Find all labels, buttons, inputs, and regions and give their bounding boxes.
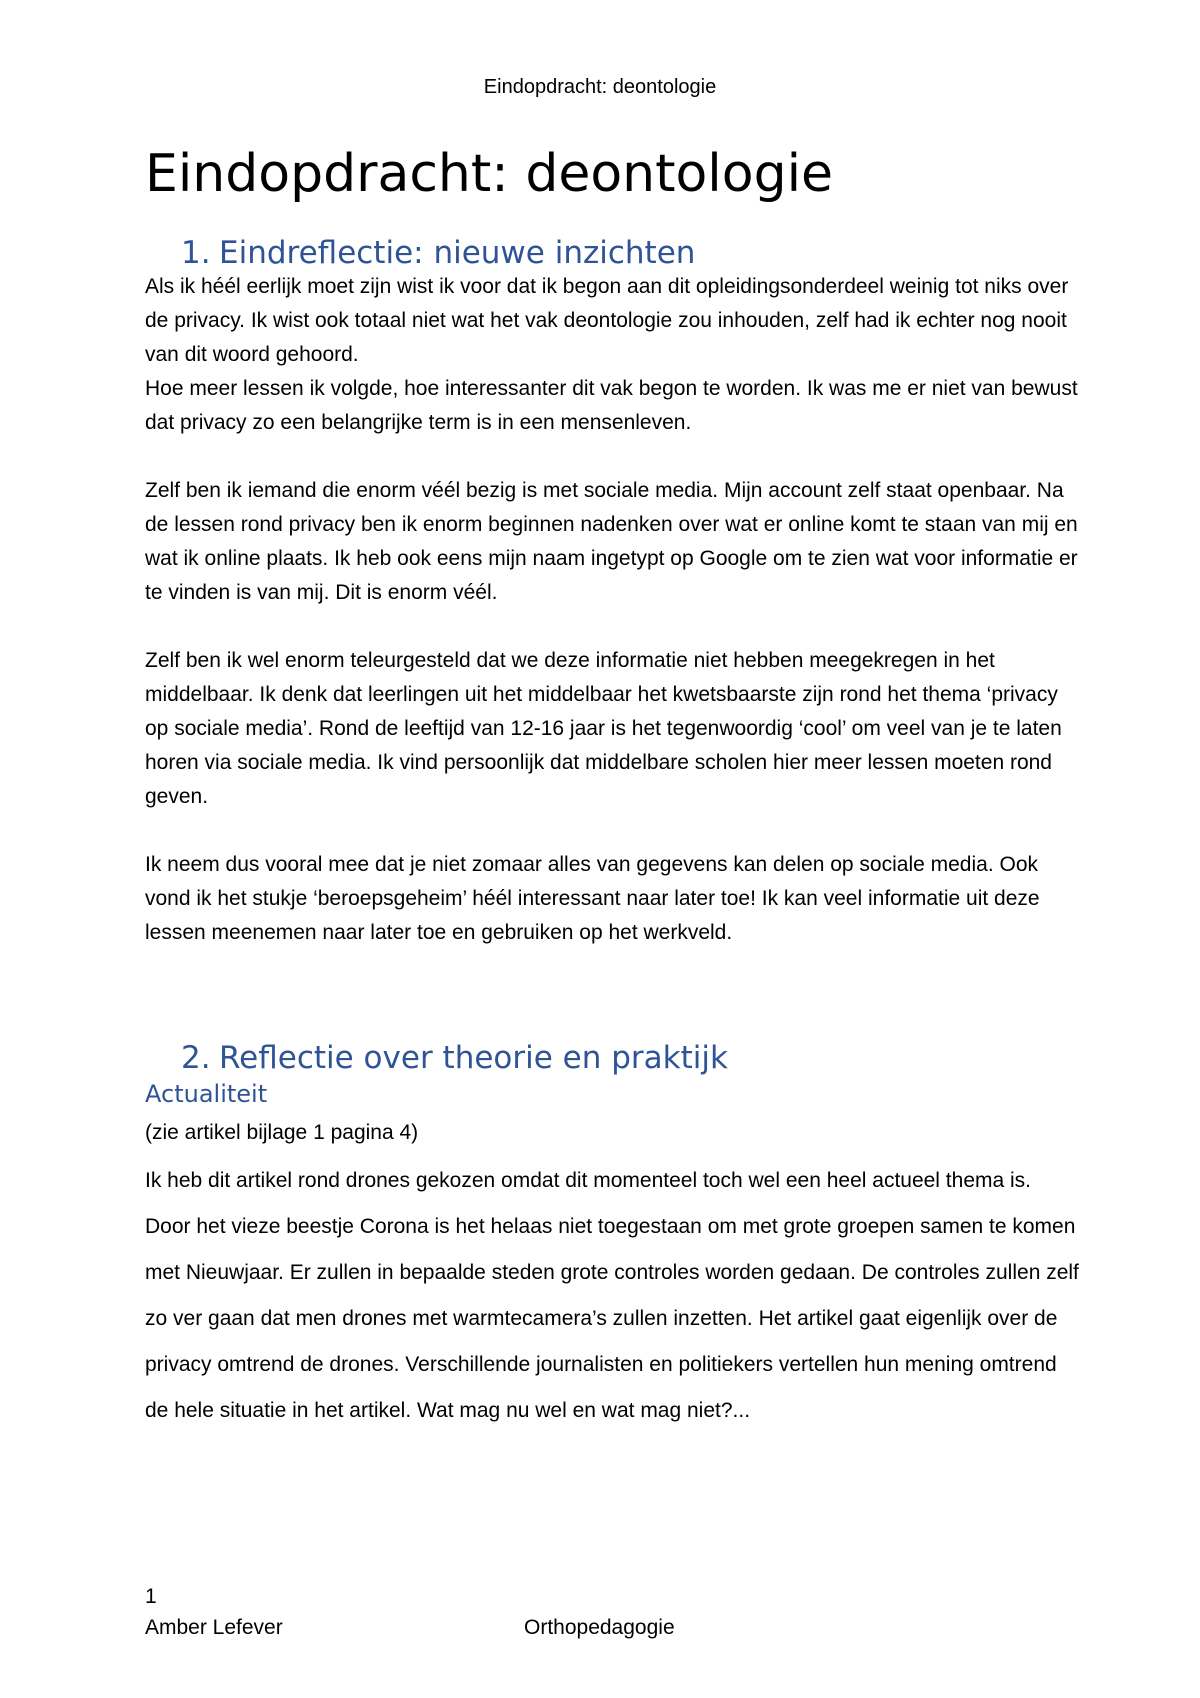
- footer-subject: Orthopedagogie: [524, 1616, 675, 1639]
- section-1-number: 1.: [181, 235, 211, 271]
- attachment-note: (zie artikel bijlage 1 pagina 4): [145, 1121, 419, 1144]
- page-number: 1: [145, 1585, 157, 1608]
- section-1-heading: [181, 233, 695, 273]
- running-header: Eindopdracht: deontologie: [483, 76, 717, 98]
- section-1-title: Eindreflectie: nieuwe inzichten: [219, 235, 696, 271]
- section-2-number: 2.: [181, 1040, 211, 1076]
- section-1-paragraph: Ik neem dus vooral mee dat je niet zomaar alles van gegevens kan delen op sociale media. Ook vond ik het stukje ‘beroepsgeheim’ héél interessant naar later toe! Ik kan veel informatie uit deze lessen meenemen naar later toe en gebruiken op het werkveld.: [145, 853, 1040, 944]
- section-1-paragraph: Zelf ben ik iemand die enorm véél bezig is met sociale media. Mijn account zelf staat openbaar. Na de lessen rond privacy ben ik enorm beginnen nadenken over wat er online komt te staan van mij en wat ik online plaats. Ik heb ook eens mijn naam ingetypt op Google om te zien wat voor informatie er te vinden is van mij. Dit is enorm véél.: [145, 479, 1078, 604]
- footer-author: Amber Lefever: [145, 1616, 283, 1639]
- section-1-body: [145, 270, 1080, 950]
- document-title: Eindopdracht: deontologie: [145, 144, 834, 204]
- subsection-heading: Actualiteit: [145, 1080, 268, 1108]
- section-2-heading: [181, 1038, 728, 1078]
- section-1-paragraph: Zelf ben ik wel enorm teleurgesteld dat we deze informatie niet hebben meegekregen in het middelbaar. Ik denk dat leerlingen uit het middelbaar het kwetsbaarste zijn rond het thema ‘privacy op sociale media’. Rond de leeftijd van 12-16 jaar is het tegenwoordig ‘cool’ om veel van je te laten horen via sociale media. Ik vind persoonlijk dat middelbare scholen hier meer lessen moeten rond geven.: [145, 649, 1062, 808]
- section-1-paragraph: Als ik héél eerlijk moet zijn wist ik voor dat ik begon aan dit opleidingsonderdeel weinig tot niks over de privacy. Ik wist ook totaal niet wat het vak deontologie zou inhouden, zelf had ik echter nog nooit van dit woord gehoord.: [145, 275, 1069, 366]
- section-2-title: Reflectie over theorie en praktijk: [219, 1040, 728, 1076]
- section-2-paragraph: Ik heb dit artikel rond drones gekozen omdat dit momenteel toch wel een heel actueel thema is. Door het vieze beestje Corona is het helaas niet toegestaan om met grote groepen samen te komen met Nieuwjaar. Er zullen in bepaalde steden grote controles worden gedaan. De controles zullen zelf zo ver gaan dat men drones met warmtecamera’s zullen inzetten. Het artikel gaat eigenlijk over de privacy omtrend de drones. Verschillende journalisten en politiekers vertellen hun mening omtrend de hele situatie in het artikel. Wat mag nu wel en wat mag niet?...: [145, 1169, 1079, 1422]
- section-1-paragraph: Hoe meer lessen ik volgde, hoe interessanter dit vak begon te worden. Ik was me er niet van bewust dat privacy zo een belangrijke term is in een mensenleven.: [145, 377, 1078, 434]
- section-2-body: [145, 1158, 1080, 1434]
